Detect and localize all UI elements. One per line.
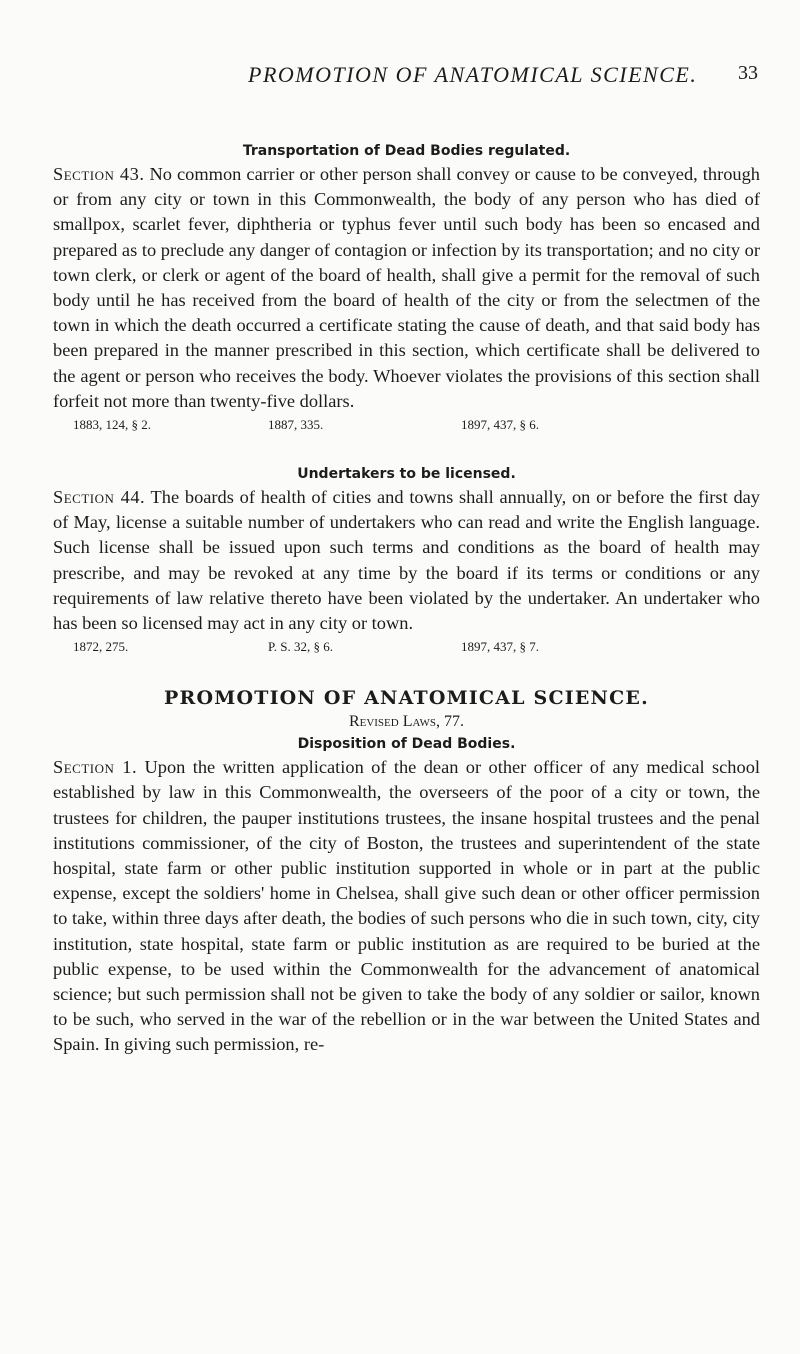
section-43 — [53, 140, 760, 435]
section-1-text: Upon the written application of the dean or other officer of any medical school established by law in this Commonwealth, the overseers of the poor of a city or town, the trustees for children, the pauper institutions trustees, the insane hospital trustees and the penal institutions commissioner, of the city of Boston, the trustees and superintendent of the state hospital, state farm or other public institution supported in whole or in part at the public expense, except the soldiers' home in Chelsea, shall give such dean or other officer permission to take, within three days after death, the bodies of such persons who die in such town, city, city institution, state hospital, state farm or public institution as are required to be buried at the public expense, to be used within the Commonwealth for the advancement of anatomical science; but such permission shall not be given to take the body of any soldier or sailor, known to be such, who served in the war of the rebellion or in the war between the United States and Spain. In giving such permission, re- — [53, 757, 760, 1055]
section-1-paragraph — [53, 755, 760, 1057]
page-body — [53, 140, 760, 1058]
page-number: 33 — [738, 62, 758, 84]
citation: 1887, 335. — [268, 417, 324, 433]
section-43-heading: Transportation of Dead Bodies regulated. — [242, 143, 571, 159]
citation: 1897, 437, § 7. — [461, 639, 539, 655]
citation: 1897, 437, § 6. — [461, 417, 539, 433]
section-1-label: Section 1. — [53, 757, 138, 778]
running-head-title: PROMOTION OF ANATOMICAL SCIENCE. — [248, 62, 698, 87]
section-44-citations — [53, 637, 760, 657]
citation: 1872, 275. — [73, 639, 129, 655]
section-44 — [53, 463, 760, 657]
citation: P. S. 32, § 6. — [268, 639, 334, 655]
citation: 1883, 124, § 2. — [73, 417, 151, 433]
revised-laws-reference: Revised Laws, 77. — [348, 713, 465, 731]
section-44-text: The boards of health of cities and towns shall annually, on or before the first day of May, license a suitable number of undertakers who can read and write the English language. Such license shall be issued upon such terms and conditions as the board of health may prescribe, and may be revoked at any time by the board if its terms or conditions or any requirements of law relative thereto have been violated by the undertaker. An undertaker who has been so licensed may act in any city or town. — [53, 487, 760, 634]
chapter-subheading: Disposition of Dead Bodies. — [297, 736, 516, 753]
section-43-text: No common carrier or other person shall convey or cause to be conveyed, through or from any city or town in this Commonwealth, the body of any person who has died of smallpox, scarlet fever, diphtheria or typhus fever until such body has been so encased and prepared as to preclude any danger of contagion or infection by its transportation; and no city or town clerk, or clerk or agent of the board of health, shall give a permit for the removal of such body until he has received from the board of health of the city or from the selectmen of the town in which the death occurred a certificate stating the cause of death, and that said body has been prepared in the manner prescribed in this section, which certificate shall be delivered to the agent or person who receives the body. Whoever violates the provisions of this section shall forfeit not more than twenty-five dollars. — [53, 164, 760, 411]
section-43-label: Section 43. — [53, 164, 145, 184]
section-44-label: Section 44. — [53, 487, 146, 508]
section-43-paragraph — [53, 162, 760, 414]
running-head — [248, 62, 758, 86]
section-44-heading: Undertakers to be licensed. — [297, 466, 516, 483]
section-43-citations — [53, 415, 760, 435]
section-1 — [53, 755, 760, 1057]
chapter-title: PROMOTION OF ANATOMICAL SCIENCE. — [164, 687, 649, 710]
section-44-paragraph — [53, 485, 760, 636]
chapter-heading-block — [53, 685, 760, 755]
